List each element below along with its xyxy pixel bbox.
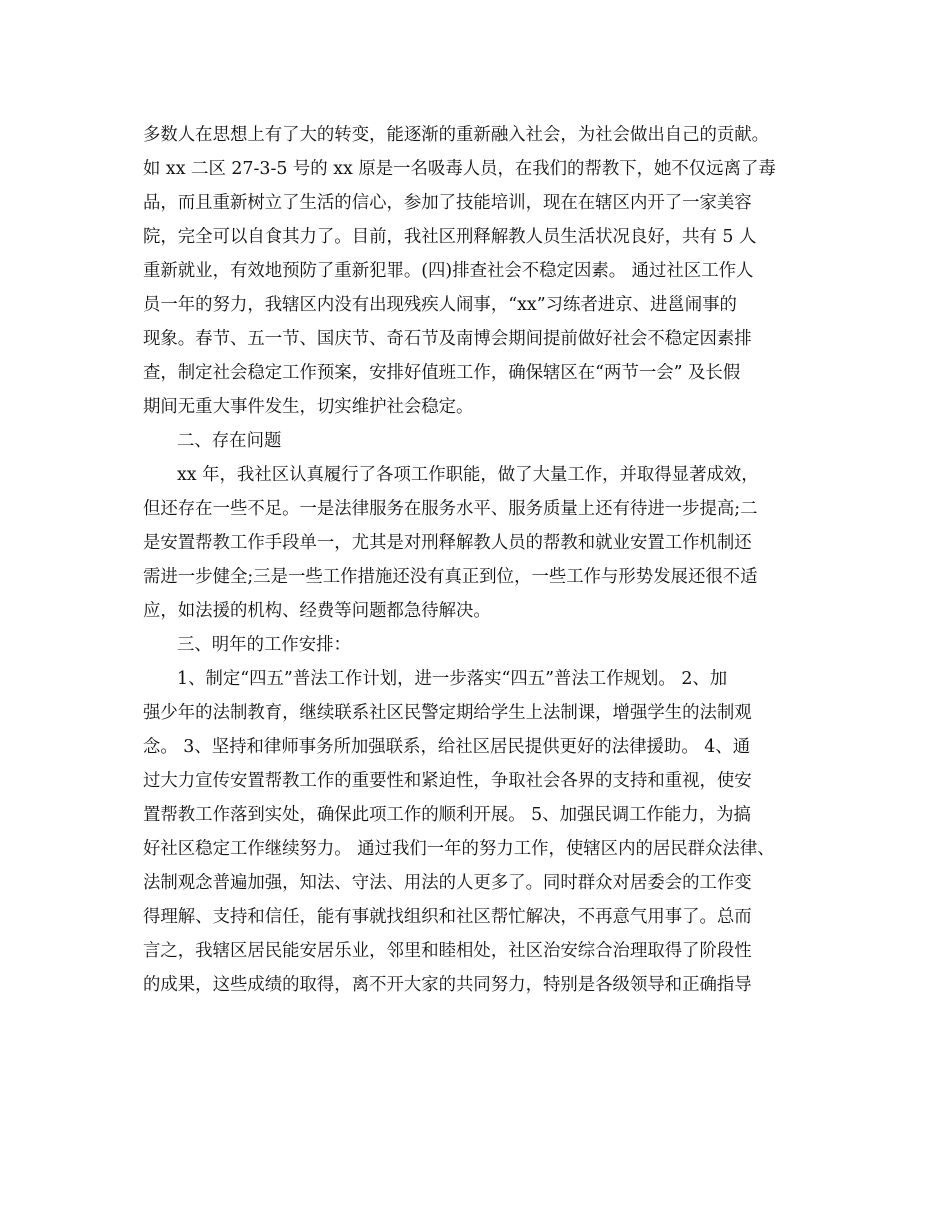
text-line: 品，而且重新树立了生活的信心，参加了技能培训，现在在辖区内开了一家美容 (143, 193, 752, 213)
document-body (143, 118, 813, 1002)
text-line: 期间无重大事件发生，切实维护社会稳定。 (143, 397, 474, 417)
text-line: 是安置帮教工作手段单一，尤其是对刑释解教人员的帮教和就业安置工作机制还 (143, 533, 752, 553)
text-line: 得理解、支持和信任，能有事就找组织和社区帮忙解决，不再意气用事了。总而 (143, 907, 752, 927)
text-line: 法制观念普遍加强，知法、守法、用法的人更多了。同时群众对居委会的工作变 (143, 873, 752, 893)
text-line: 但还存在一些不足。一是法律服务在服务水平、服务质量上还有待进一步提高;二 (143, 499, 758, 519)
text-line: 的成果，这些成绩的取得，离不开大家的共同努力，特别是各级领导和正确指导 (143, 975, 752, 995)
text-line: 强少年的法制教育，继续联系社区民警定期给学生上法制课，增强学生的法制观 (143, 703, 752, 723)
text-line: 如 xx 二区 27-3-5 号的 xx 原是一名吸毒人员，在我们的帮教下，她不仅远离了毒 (143, 159, 776, 179)
text-line: 置帮教工作落到实处，确保此项工作的顺利开展。 5、加强民调工作能力，为搞 (143, 805, 751, 825)
text-line: 需进一步健全;三是一些工作措施还没有真正到位，一些工作与形势发展还很不适 (143, 567, 758, 587)
text-line: 念。 3、坚持和律师事务所加强联系，给社区居民提供更好的法律援助。 4、通 (143, 737, 751, 757)
text-line: 三、明年的工作安排： (177, 635, 351, 655)
text-line: 重新就业，有效地预防了重新犯罪。(四)排查社会不稳定因素。 通过社区工作人 (143, 261, 754, 281)
text-line: 言之，我辖区居民能安居乐业，邻里和睦相处，社区治安综合治理取得了阶段性 (143, 941, 752, 961)
text-line: 院，完全可以自食其力了。目前，我社区刑释解教人员生活状况良好，共有 5 人 (143, 227, 757, 247)
text-line: 好社区稳定工作继续努力。 通过我们一年的努力工作，使辖区内的居民群众法律、 (143, 839, 775, 859)
text-line: 应，如法援的机构、经费等问题都急待解决。 (143, 601, 491, 621)
text-line: 多数人在思想上有了大的转变，能逐渐的重新融入社会，为社会做出自己的贡献。 (143, 125, 770, 145)
text-line: 1、制定“四五”普法工作计划，进一步落实“四五”普法工作规划。 2、加 (177, 669, 728, 689)
text-line: 现象。春节、五一节、国庆节、奇石节及南博会期间提前做好社会不稳定因素排 (143, 329, 752, 349)
text-line: 员一年的努力，我辖区内没有出现残疾人闹事，“xx”习练者进京、进邕闹事的 (143, 295, 737, 315)
text-line: 二、存在问题 (177, 431, 282, 451)
text-line: xx 年，我社区认真履行了各项工作职能，做了大量工作，并取得显著成效， (177, 465, 759, 485)
text-line: 查，制定社会稳定工作预案，安排好值班工作，确保辖区在“两节一会” 及长假 (143, 363, 741, 383)
text-line: 过大力宣传安置帮教工作的重要性和紧迫性，争取社会各界的支持和重视，使安 (143, 771, 752, 791)
